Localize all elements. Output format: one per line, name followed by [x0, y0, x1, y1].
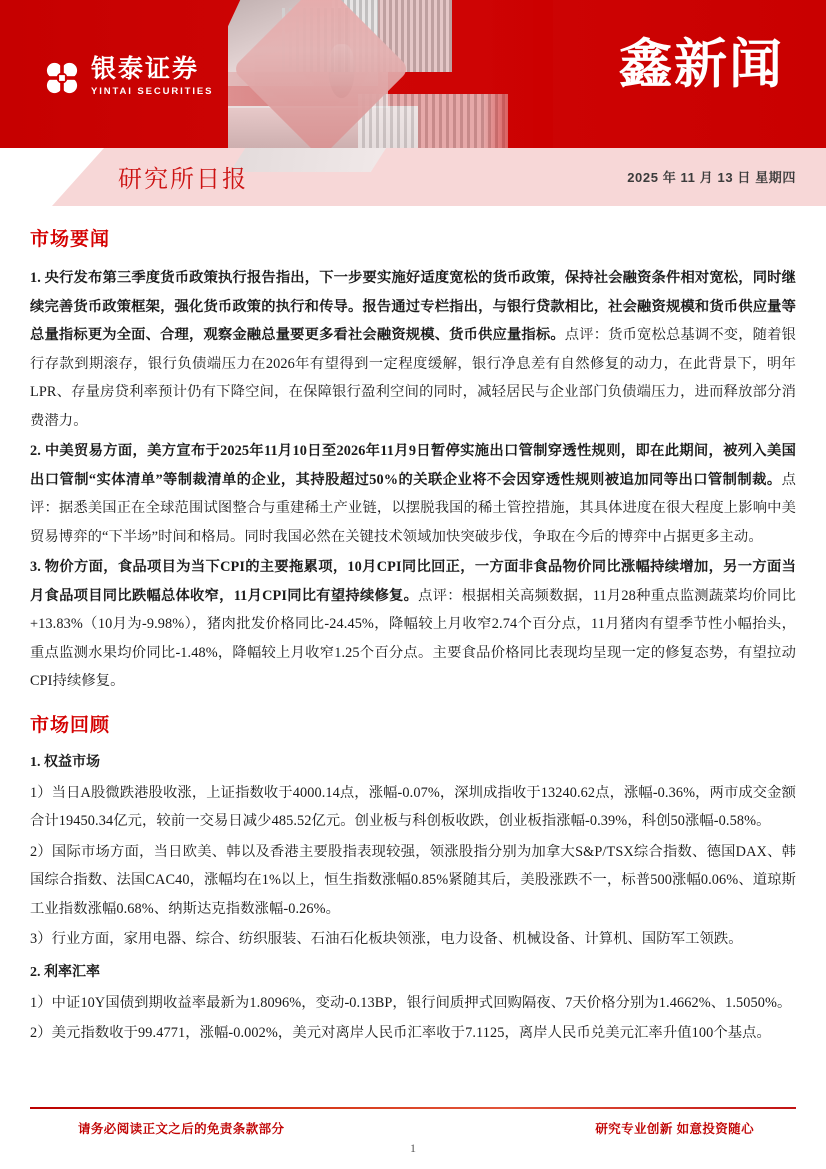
subsection-heading-rates: 2. 利率汇率 [30, 964, 100, 980]
company-logo [44, 57, 213, 98]
news-item-2-bold: 2. 中美贸易方面，美方宣布于2025年11月10日至2026年11月9日暂停实施出口管制穿透性规则，即在此期间，被列入美国出口管制“实体清单”等制裁清单的企业，其持股超过50%的关联企业将不会因穿透性规则被追加同等出口管制制裁。 [30, 443, 796, 488]
news-item-2 [30, 437, 796, 551]
report-subheader-band [0, 148, 826, 206]
document-body [0, 206, 826, 1048]
banner-decorative-collage [228, 0, 553, 148]
collage-fade-overlay [483, 0, 553, 148]
clover-logo-icon [44, 60, 80, 96]
logo-company-name-cn: 银泰证券 [91, 55, 200, 83]
section-title-market-review: 市场回顾 [30, 714, 111, 736]
news-item-1 [30, 264, 796, 435]
page-header-banner [0, 0, 826, 148]
footer-divider [30, 1107, 796, 1109]
rates-item-1: 1）中证10Y国债到期收益率最新为1.8096%，变动-0.13BP，银行间质押式回购隔夜、7天价格分别为1.4662%、1.5050%。 [30, 994, 792, 1011]
page-number: 1 [410, 1141, 416, 1155]
logo-company-name-en: YINTAI SECURITIES [91, 86, 214, 97]
news-item-3-bold: 3. 物价方面，食品项目为当下CPI的主要拖累项，10月CPI同比回正，一方面非食品物价同比涨幅持续增加，另一方面当月食品项目同比跌幅总体收窄，11月CPI同比有望持续修复。 [30, 559, 796, 604]
news-item-2-comment: 点评：据悉美国正在全球范围试图整合与重建稀土产业链，以摆脱我国的稀土管控措施，其具体进度在很大程度上影响中美贸易博弈的“下半场”时间和格局。同时我国必然在关键技术领域加快突破步伐，争取在今后的博弈中占据更多主动。 [30, 471, 796, 545]
equity-item-2: 2）国际市场方面，当日欧美、韩以及香港主要股指表现较强，领涨股指分别为加拿大S&P/TSX综合指数、德国DAX、韩国综合指数、法国CAC40，涨幅均在1%以上，恒生指数涨幅0.85%紧随其后，美股涨跌不一，标普500涨幅0.06%、道琼斯工业指数涨幅0.68%、纳斯达克指数涨幅-0.26%。 [30, 843, 796, 917]
page-footer [0, 1099, 826, 1169]
section-title-market-news: 市场要闻 [30, 229, 111, 250]
subband-gray-accent [230, 148, 390, 172]
footer-slogan: 研究专业创新 如意投资随心 [595, 1122, 754, 1136]
equity-item-3: 3）行业方面，家用电器、综合、纺织服装、石油石化板块领涨，电力设备、机械设备、计算机、国防军工领跌。 [30, 931, 743, 947]
equity-item-1: 1）当日A股微跌港股收涨，上证指数收于4000.14点，涨幅-0.07%，深圳成指收于13240.62点，涨幅-0.36%，两市成交金额合计19450.34亿元，较前一交易日减少485.52亿元。创业板与科创板收跌，创业板指涨幅-0.39%，科创50涨幅-0.58%。 [30, 784, 796, 829]
subsection-heading-equity: 1. 权益市场 [30, 754, 100, 770]
publication-title: 鑫新闻 [619, 35, 784, 94]
news-item-1-comment: 点评：货币宽松总基调不变，随着银行存款到期滚存，银行负债端压力在2026年有望得到一定程度缓解，银行净息差有自然修复的动力，在此背景下，明年LPR、存量房贷利率预计仍有下降空间，在保障银行盈利空间的同时，减轻居民与企业部门负债端压力，进而释放部分消费潜力。 [30, 327, 796, 429]
footer-disclaimer: 请务必阅读正文之后的免责条款部分 [78, 1122, 285, 1136]
news-item-3-comment: 点评：根据相关高频数据，11月28种重点监测蔬菜均价同比+13.83%（10月为-9.98%），猪肉批发价格同比-24.45%，降幅较上月收窄2.74个百分点，11月猪肉有望季节性小幅抬头，重点监测水果均价同比-1.48%，降幅较上月收窄1.25个百分点。主要食品价格同比表现均呈现一定的修复态势，有望拉动CPI持续修复。 [30, 587, 796, 689]
news-item-3 [30, 553, 796, 696]
rates-item-2: 2）美元指数收于99.4771，涨幅-0.002%，美元对离岸人民币汇率收于7.1125，离岸人民币兑美元汇率升值100个基点。 [30, 1025, 771, 1041]
news-item-1-bold: 1. 央行发布第三季度货币政策执行报告指出，下一步要实施好适度宽松的货币政策，保持社会融资条件相对宽松，同时继续完善货币政策框架，强化货币政策的执行和传导。报告通过专栏指出，与银行贷款相比，社会融资规模和货币供应量等总量指标更为全面、合理，观察金融总量要更多看社会融资规模、货币供应量指标。 [30, 270, 796, 343]
report-type-title: 研究所日报 [118, 166, 248, 193]
report-date: 2025 年 11 月 13 日 星期四 [627, 170, 796, 185]
